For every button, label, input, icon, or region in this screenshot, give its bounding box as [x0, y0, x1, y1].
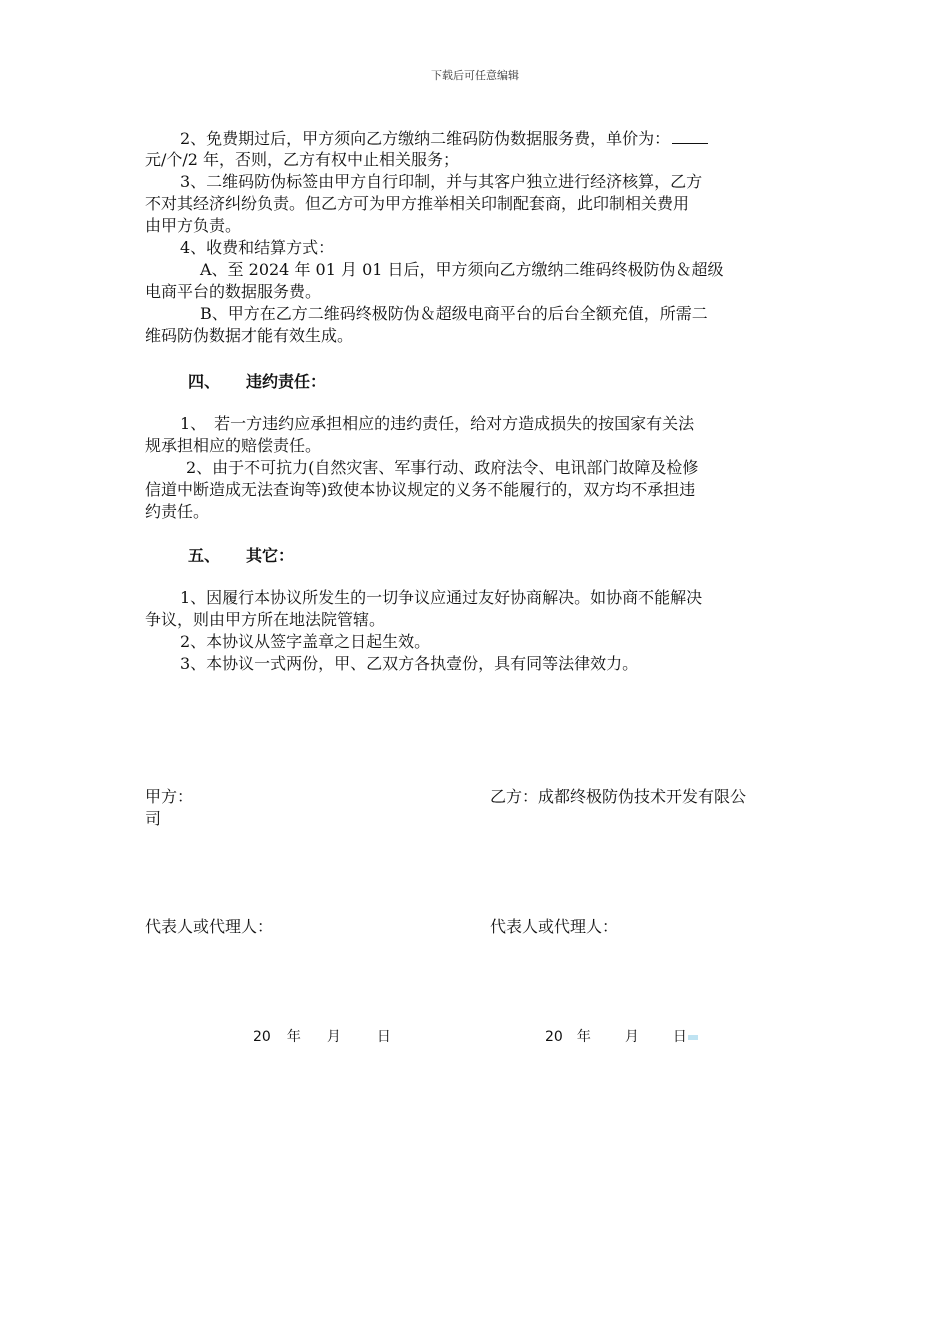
date-left-year-prefix: 20 [253, 1029, 271, 1045]
item-4a-line-1: A、至 2024 年 01 月 01 日后，甲方须向乙方缴纳二维码终极防伪＆超级 [200, 260, 724, 279]
section-5-item-2: 2、本协议从签字盖章之日起生效。 [180, 632, 431, 651]
section-4-number: 四、 [188, 372, 221, 391]
item-2-line-2: 元/个/2 年，否则，乙方有权中止相关服务； [145, 150, 460, 169]
representative-a: 代表人或代理人： [145, 917, 274, 936]
section-4-item-2-line-2: 信道中断造成无法查询等)致使本协议规定的义务不能履行的，双方均不承担违 [145, 480, 696, 499]
section-4-title: 违约责任： [246, 372, 327, 391]
item-2-line-1: 2、免费期过后，甲方须向乙方缴纳二维码防伪数据服务费，单价为： [180, 127, 708, 150]
item-4b-line-1: B、甲方在乙方二维码终极防伪＆超级电商平台的后台全额充值，所需二 [200, 304, 708, 323]
item-4a-line-2: 电商平台的数据服务费。 [145, 282, 322, 301]
date-left-month: 月 [326, 1029, 341, 1045]
party-a-label: 甲方： [145, 787, 194, 806]
party-b-label: 乙方：成都终极防伪技术开发有限公 [490, 787, 747, 806]
date-right-year: 年 [576, 1029, 591, 1045]
date-right [545, 1026, 698, 1046]
section-4-item-2-line-3: 约责任。 [145, 502, 210, 521]
section-5-item-1-line-1: 1、因履行本协议所发生的一切争议应通过友好协商解决。如协商不能解决 [180, 588, 703, 607]
date-left [253, 1026, 391, 1046]
section-5-item-3: 3、本协议一式两份，甲、乙双方各执壹份，具有同等法律效力。 [180, 654, 639, 673]
section-5-number: 五、 [188, 546, 221, 565]
date-right-day: 日 [672, 1029, 687, 1045]
representative-b: 代表人或代理人： [490, 917, 619, 936]
section-4-item-1-line-2: 规承担相应的赔偿责任。 [145, 436, 322, 455]
item-3-line-2: 不对其经济纠纷负责。但乙方可为甲方推举相关印制配套商，此印制相关费用 [145, 194, 690, 213]
party-b-label-wrap: 司 [145, 809, 162, 828]
section-5-item-1-line-2: 争议，则由甲方所在地法院管辖。 [145, 610, 386, 629]
item-4b-line-2: 维码防伪数据才能有效生成。 [145, 326, 354, 345]
date-right-month: 月 [624, 1029, 639, 1045]
section-4-item-1-line-1: 1、 若一方违约应承担相应的违约责任，给对方造成损失的按国家有关法 [180, 414, 695, 433]
price-blank [672, 127, 708, 144]
page-header: 下载后可任意编辑 [431, 69, 519, 82]
section-5-title: 其它： [246, 546, 295, 565]
date-right-year-prefix: 20 [545, 1029, 563, 1045]
item-3-line-3: 由甲方负责。 [145, 216, 242, 235]
section-4-item-2-line-1: 2、由于不可抗力(自然灾害、军事行动、政府法令、电讯部门故障及检修 [186, 458, 699, 477]
item-3-line-1: 3、二维码防伪标签由甲方自行印制，并与其客户独立进行经济核算，乙方 [180, 172, 703, 191]
date-left-year: 年 [286, 1029, 301, 1045]
date-left-day: 日 [376, 1029, 391, 1045]
highlight-mark [688, 1035, 698, 1040]
item-4-line-1: 4、收费和结算方式： [180, 238, 335, 257]
